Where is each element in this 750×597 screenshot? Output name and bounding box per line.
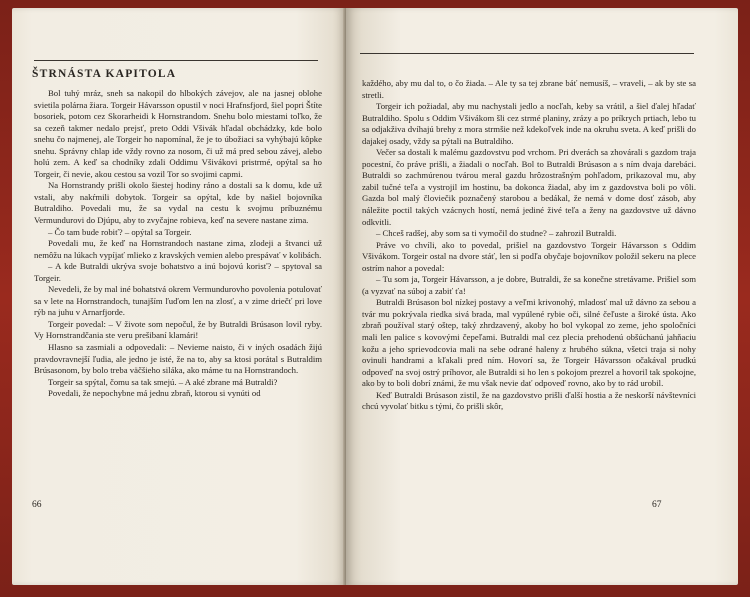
paragraph: Povedali, že nepochybne má jednu zbraň, ktorou si vynúti od (48, 388, 261, 399)
paragraph: Hlasno sa zasmiali a odpovedali: – Nevieme naisto, či v iných osadách žijú pravdovravnejší ľudia, ale jedno je isté, že na to, aby sa ktosi porátal s Butraldim Brúsasonom, by bolo treba väčšieho siláka, ako máme tu na Hornstrandoch. (34, 342, 322, 376)
right-page-text (362, 78, 696, 413)
left-page (12, 8, 346, 585)
paragraph: Na Hornstrandy prišli okolo šiestej hodiny ráno a dostali sa k domu, kde už vstali, aby nakŕmili dobytok. Torgeir sa opýtal, kde by našiel bojovníka Butraldiho. Povedali mu, že sa vydal na cestu k svojmu príbuznému Vermundurovi do Djúpu, aby to zvyčajne robieva, keď na severe nastane zima. (34, 180, 322, 226)
right-page (346, 8, 738, 585)
paragraph: Nevedeli, že by mal iné bohatstvá okrem Vermundurovho povolenia potulovať sa v lete na Hornstrandoch, tunajším ľuďom len na zlosť, a v zime driečť pri love rýb na juhu v Arnarfjorde. (34, 284, 322, 318)
page-number: 67 (652, 500, 662, 510)
paragraph: – Čo tam bude robiť? – opýtal sa Torgeir. (48, 226, 192, 237)
paragraph: Butraldi Brúsason bol nízkej postavy a veľmi krivonohý, mladosť mal už dávno za sebou a tvár mu pokrývala riedka sivá brada, mal vypúlené rybie oči, silné čeľuste a široké ústa. Ako zbraň používal starý oštep, taký zhrdzavený, akoby ho bol vykopal zo zeme, jeho spoločníci mali len palice s kovovými čepeľami. Butraldi mal cez plecia prehodenú obšúchanú jahňaciu kožu a jeho sprievodcovia mali na sebe odrané haleny z hrubého súkna, všetci traja si nohy ovinuli handrami a kľakali pred ním. Hovorí sa, že Torgeir Hávarsson očakával prudkú odpoveď na svoj ostrý príhovor, ale Butraldi si ho len s pokojom prezrel a hovoril tak spokojne, ako by to boli dobrí známi, že mu však nevie dať odpoveď rovno, ako by to rád urobil. (362, 297, 696, 389)
paragraph: Povedali mu, že keď na Hornstrandoch nastane zima, zlodeji a štvanci už nemôžu na lúkach vypíjať mlieko z kravských vemien alebo prespávať v kolibách. (34, 238, 322, 260)
paragraph: – Chceš radšej, aby som sa ti vymočil do studne? – zahrozil Butraldi. (376, 228, 617, 239)
paragraph: každého, aby mu dal to, o čo žiada. – Ale ty sa tej zbrane báť nemusíš, – vraveli, – ak by ste sa stretli. (362, 78, 696, 100)
paragraph: Večer sa dostali k malému gazdovstvu pod vrchom. Pri dverách sa zhovárali s gazdom traja pocestní, čo práve prišli, a žiadali o nocľah. Bol to Butraldi Brúsason a s ním dvaja darebáci. Butraldi so zachmúrenou tvárou meral gazdu hrôzostrašným pohľadom, prikazoval mu, aby zabil tučné teľa a vystrojil im hostinu, ba dokonca žiadal, aby im z gazdovstva boli po vôli. Gazda bol malý človiečik poznačený starobou a bedákal, že nemá v dome dosť zásob, aby náležite poctil takých vzácnych hostí, nemá jediné živé teľa a ženy na gazdovstve už dávno odkvitli. (362, 147, 696, 227)
paragraph: – A kde Butraldi ukrýva svoje bohatstvo a inú bojovú korisť? – spytoval sa Torgeir. (34, 261, 322, 283)
page-number: 66 (32, 500, 42, 510)
header-rule (360, 53, 694, 54)
paragraph: Torgeir povedal: – V živote som nepočul, že by Butraldi Brúsason lovil ryby. Vy Hornstrandčania ste veru prešibaní klamári! (34, 318, 322, 341)
paragraph: Keď Butraldi Brúsason zistil, že na gazdovstvo prišli ďalší hostia a že neskorší návštevníci chcú vyvolať bitku s tými, čo prišli skôr, (362, 389, 696, 412)
chapter-title: ŠTRNÁSTA KAPITOLA (32, 68, 177, 80)
paragraph: Torgeir sa spýtal, čomu sa tak smejú. – A aké zbrane má Butraldi? (48, 376, 278, 387)
left-page-text (34, 88, 322, 400)
paragraph: Bol tuhý mráz, sneh sa nakopil do hlbokých závejov, ale na jasnej oblohe svietila polárna žiara. Torgeir Hávarsson opustil v noci Hrafnsfjord, šiel popri Štíte bosoriek, potom cez Skorarheidi k Hornstrandom. Snehu bolo miestami toľko, že sa cezeň takmer nedalo prejsť, preto Oddi Všivák hľadal obchádzky, kde bolo snehu čo najmenej, ale Torgeir ho napomínal, že je to úbožiaci sa vyhýbajú kôpke snehu. Správny chlap ide vždy rovno za nosom, či už má pred sebou závej, alebo holú zem. A keď sa chodníky zdali Oddimu Všivákovi pristrmé, opýtal sa ho Torgeir, či nevie, akou cestou sa vozil Tor so svojimi capmi. (34, 88, 322, 179)
paragraph: Práve vo chvíli, ako to povedal, prišiel na gazdovstvo Torgeir Hávarsson s Oddim Všivákom. Torgeir ostal na dvore stáť, len si podľa obyčaje bojovníkov položil sekeru na plece ostrím nahor a povedal: (362, 239, 696, 273)
header-rule (34, 60, 318, 61)
paragraph: Torgeir ich požiadal, aby mu nachystali jedlo a nocľah, keby sa vrátil, a šiel ďalej hľadať Butraldiho. Spolu s Oddim Všivákom šli cez strmé planiny, zrázy a po príkrych prtiach, lebo tu sa odjakživa dvíhajú brehy z mora strmšie než kdekoľvek inde na okruhu sveta. A keď prišli do dajakej osady, vždy sa pýtali na Butraldiho. (362, 101, 696, 146)
paragraph: – Tu som ja, Torgeir Hávarsson, a je dobre, Butraldi, že sa konečne stretávame. Prišiel som (a vyzvať na súboj a zabiť ťa! (362, 274, 696, 296)
